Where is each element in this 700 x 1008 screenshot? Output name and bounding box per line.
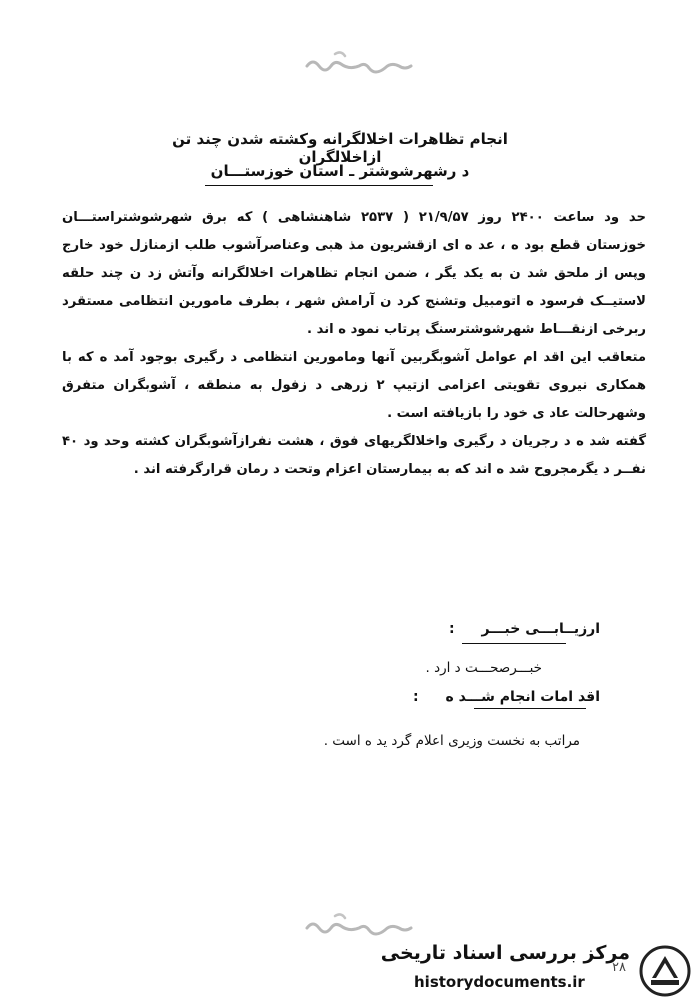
classification-stamp-graphic bbox=[295, 904, 425, 944]
bottom-classification-stamp bbox=[290, 902, 430, 946]
report-paragraph-2: متعاقب این اقد ام عوامل آشوبگربین آنها ومامورین انتظامی د رگیری بوجود آمد ه که با همکاری نیروی تقویتی اعزامی ازتیپ ۲ زرهی د زفول به منطقه ، آشوبگران متفرق وشهرحالت عاد ی خود را بازیافته است . bbox=[62, 350, 646, 421]
actions-underline bbox=[474, 708, 586, 709]
archive-logo-icon bbox=[638, 944, 692, 998]
evaluation-colon: : bbox=[448, 621, 455, 637]
page-number: ۲۸ bbox=[612, 960, 626, 975]
actions-colon: : bbox=[413, 689, 419, 705]
watermark-url: historydocuments.ir bbox=[414, 973, 585, 991]
watermark-logo[interactable] bbox=[380, 940, 694, 1002]
report-body bbox=[62, 204, 646, 484]
actions-value: مراتب به نخست وزیری اعلام گرد ید ه است . bbox=[323, 733, 580, 749]
report-paragraph-3: گفته شد ه د رجریان د رگیری واخلالگریهای فوق ، هشت نفرازآشوبگران کشته وحد ود ۴۰ نفــر د یگرمجروح شد ه اند که به بیمارستان اعزام وتحت د رمان قرارگرفته اند . bbox=[62, 434, 646, 477]
classification-stamp-graphic bbox=[295, 42, 425, 82]
evaluation-value: خبـــرصحـــت د ارد . bbox=[425, 660, 542, 676]
report-paragraph-1: حد ود ساعت ۲۴۰۰ روز ۲۱/۹/۵۷ ( ۲۵۳۷ شاهنشاهی ) که برق شهرشوشتراستـــان خوزستان قطع بود ه ، عد ه ای ازقشریون مذ هبی وعناصرآشوب طلب ازمنازل خود خارج وپس از ملحق شد ن به یکد یگر ، ضمن انجام تظاهرات اخلالگرانه وآتش زد ن چند حلقه لاستیــک فرسود ه اتومبیل وتشنج کرد ن آرامش شهر ، بطرف مامورین انتظامی مستقرد ربرخی ازنقـــاط شهرشوشترسنگ پرتاب نمود ه اند . bbox=[62, 210, 646, 337]
evaluation-field bbox=[449, 621, 600, 637]
document-subtitle: د رشهرشوشتر ـ استان خوزستـــان bbox=[210, 162, 470, 180]
watermark-title: مرکز بررسی اسناد تاریخی bbox=[380, 942, 630, 964]
actions-field bbox=[413, 689, 600, 705]
top-classification-stamp bbox=[290, 40, 430, 84]
subtitle-underline bbox=[205, 185, 433, 186]
actions-label: اقد امات انجام شـــد ه bbox=[445, 689, 600, 705]
evaluation-label: ارزیــابـــی خبـــر bbox=[481, 621, 600, 637]
document-title: انجام تظاهرات اخلالگرانه وکشته شدن چند تن ازاخلالگران bbox=[172, 130, 508, 166]
evaluation-underline bbox=[462, 643, 566, 644]
